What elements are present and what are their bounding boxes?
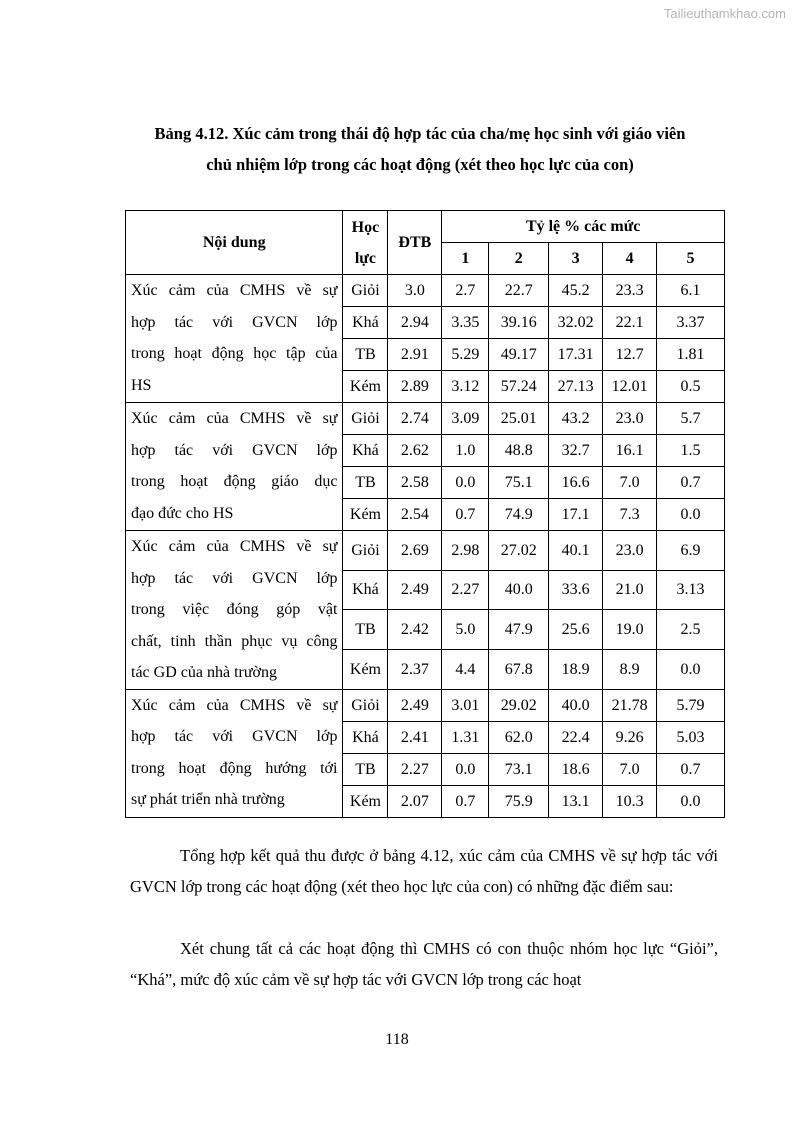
content-cell (126, 275, 343, 403)
hoc-luc-cell: TB (343, 753, 388, 785)
level-cell: 13.1 (549, 785, 603, 817)
level-cell: 10.3 (603, 785, 657, 817)
content-line: hợp tác với GVCN lớp (131, 728, 338, 745)
level-cell: 0.0 (442, 753, 489, 785)
hoc-luc-cell: TB (343, 339, 388, 371)
level-cell: 1.81 (657, 339, 725, 371)
level-cell: 32.7 (549, 435, 603, 467)
level-cell: 0.7 (657, 753, 725, 785)
page-number: 118 (385, 1031, 409, 1048)
content-line: hợp tác với GVCN lớp (131, 441, 338, 459)
hoc-luc-cell: TB (343, 467, 388, 499)
dtb-cell: 2.89 (388, 371, 442, 403)
level-cell: 73.1 (489, 753, 549, 785)
dtb-cell: 3.0 (388, 275, 442, 307)
dtb-cell: 2.54 (388, 499, 442, 531)
header-content: Nội dung (126, 211, 343, 275)
level-cell: 39.16 (489, 307, 549, 339)
level-cell: 62.0 (489, 721, 549, 753)
content-line: trong hoạt động học tập của (131, 345, 338, 362)
content-line: Xúc cảm của CMHS về sự (131, 282, 338, 299)
header-level-5: 5 (657, 243, 725, 275)
dtb-cell: 2.42 (388, 610, 442, 650)
level-cell: 1.31 (442, 721, 489, 753)
level-cell: 0.0 (442, 467, 489, 499)
content-line: HS (131, 376, 152, 394)
level-cell: 47.9 (489, 610, 549, 650)
level-cell: 74.9 (489, 499, 549, 531)
level-cell: 25.01 (489, 403, 549, 435)
level-cell: 2.27 (442, 570, 489, 610)
level-cell: 45.2 (549, 275, 603, 307)
level-cell: 16.1 (603, 435, 657, 467)
level-cell: 5.29 (442, 339, 489, 371)
hoc-luc-cell: Giỏi (343, 531, 388, 571)
level-cell: 3.37 (657, 307, 725, 339)
header-hoc-luc (343, 211, 388, 275)
level-cell: 17.1 (549, 499, 603, 531)
level-cell: 18.6 (549, 753, 603, 785)
level-cell: 40.0 (489, 570, 549, 610)
level-cell: 5.7 (657, 403, 725, 435)
level-cell: 2.7 (442, 275, 489, 307)
level-cell: 3.13 (657, 570, 725, 610)
content-line: tác GD của nhà trường (131, 664, 277, 681)
level-cell: 3.12 (442, 371, 489, 403)
level-cell: 29.02 (489, 689, 549, 721)
level-cell: 22.1 (603, 307, 657, 339)
level-cell: 12.01 (603, 371, 657, 403)
level-cell: 0.0 (657, 499, 725, 531)
level-cell: 7.3 (603, 499, 657, 531)
level-cell: 16.6 (549, 467, 603, 499)
content-line: trong việc đóng góp vật (131, 601, 338, 618)
level-cell: 33.6 (549, 570, 603, 610)
content-line: trong hoạt động hướng tới (131, 759, 338, 777)
level-cell: 27.02 (489, 531, 549, 571)
level-cell: 25.6 (549, 610, 603, 650)
level-cell: 67.8 (489, 649, 549, 689)
level-cell: 5.79 (657, 689, 725, 721)
level-cell: 3.35 (442, 307, 489, 339)
table-row (126, 531, 725, 571)
level-cell: 0.0 (657, 649, 725, 689)
table-caption (100, 118, 740, 180)
header-level-3: 3 (549, 243, 603, 275)
dtb-cell: 2.27 (388, 753, 442, 785)
level-cell: 5.03 (657, 721, 725, 753)
dtb-cell: 2.49 (388, 570, 442, 610)
dtb-cell: 2.37 (388, 649, 442, 689)
level-cell: 5.0 (442, 610, 489, 650)
hoc-luc-cell: Khá (343, 721, 388, 753)
content-line: hợp tác với GVCN lớp (131, 569, 338, 587)
content-line: Xúc cảm của CMHS về sự (131, 696, 338, 714)
header-row-1 (126, 211, 725, 243)
content-line: đạo đức cho HS (131, 504, 234, 522)
level-cell: 22.4 (549, 721, 603, 753)
level-cell: 0.7 (442, 499, 489, 531)
level-cell: 7.0 (603, 753, 657, 785)
level-cell: 6.9 (657, 531, 725, 571)
level-cell: 1.0 (442, 435, 489, 467)
level-cell: 21.78 (603, 689, 657, 721)
dtb-cell: 2.94 (388, 307, 442, 339)
dtb-cell: 2.91 (388, 339, 442, 371)
level-cell: 8.9 (603, 649, 657, 689)
level-cell: 22.7 (489, 275, 549, 307)
level-cell: 49.17 (489, 339, 549, 371)
level-cell: 9.26 (603, 721, 657, 753)
header-level-2: 2 (489, 243, 549, 275)
level-cell: 0.7 (442, 785, 489, 817)
level-cell: 40.1 (549, 531, 603, 571)
content-cell (126, 689, 343, 817)
hoc-luc-cell: TB (343, 610, 388, 650)
dtb-cell: 2.58 (388, 467, 442, 499)
caption-line-2: chủ nhiệm lớp trong các hoạt động (xét theo học lực của con) (206, 155, 634, 174)
content-line: Xúc cảm của CMHS về sự (131, 538, 338, 555)
level-cell: 0.0 (657, 785, 725, 817)
level-cell: 21.0 (603, 570, 657, 610)
level-cell: 27.13 (549, 371, 603, 403)
level-cell: 12.7 (603, 339, 657, 371)
level-cell: 2.98 (442, 531, 489, 571)
level-cell: 23.3 (603, 275, 657, 307)
hoc-luc-cell: Khá (343, 307, 388, 339)
content-line: chất, tinh thần phục vụ công (131, 632, 338, 650)
table-row (126, 689, 725, 721)
dtb-cell: 2.62 (388, 435, 442, 467)
content-line: trong hoạt động giáo dục (131, 473, 338, 490)
watermark: Tailieuthamkhao.com (663, 6, 786, 21)
hoc-luc-cell: Kém (343, 785, 388, 817)
content-line: hợp tác với GVCN lớp (131, 313, 338, 331)
level-cell: 18.9 (549, 649, 603, 689)
level-cell: 75.9 (489, 785, 549, 817)
header-rate: Tỷ lệ % các mức (442, 211, 725, 243)
hoc-luc-cell: Giỏi (343, 275, 388, 307)
hoc-luc-cell: Kém (343, 371, 388, 403)
level-cell: 4.4 (442, 649, 489, 689)
header-dtb: ĐTB (388, 211, 442, 275)
content-line: sự phát triển nhà trường (131, 791, 285, 808)
level-cell: 17.31 (549, 339, 603, 371)
level-cell: 43.2 (549, 403, 603, 435)
caption-line-1: Bảng 4.12. Xúc cảm trong thái độ hợp tác của cha/mẹ học sinh với giáo viên (154, 124, 686, 143)
level-cell: 23.0 (603, 531, 657, 571)
content-cell (126, 403, 343, 531)
hoc-luc-cell: Kém (343, 649, 388, 689)
level-cell: 19.0 (603, 610, 657, 650)
header-hoc: Học (351, 218, 380, 236)
paragraph-2: Xét chung tất cả các hoạt động thì CMHS có con thuộc nhóm học lực “Giỏi”, “Khá”, mức độ xúc cảm về sự hợp tác với GVCN lớp trong các hoạt (130, 939, 718, 989)
level-cell: 75.1 (489, 467, 549, 499)
header-level-4: 4 (603, 243, 657, 275)
level-cell: 1.5 (657, 435, 725, 467)
dtb-cell: 2.49 (388, 689, 442, 721)
dtb-cell: 2.74 (388, 403, 442, 435)
level-cell: 40.0 (549, 689, 603, 721)
table-row (126, 403, 725, 435)
content-cell (126, 531, 343, 690)
hoc-luc-cell: Giỏi (343, 403, 388, 435)
hoc-luc-cell: Khá (343, 570, 388, 610)
level-cell: 57.24 (489, 371, 549, 403)
level-cell: 3.01 (442, 689, 489, 721)
hoc-luc-cell: Khá (343, 435, 388, 467)
header-level-1: 1 (442, 243, 489, 275)
content-line: Xúc cảm của CMHS về sự (131, 410, 338, 427)
level-cell: 0.5 (657, 371, 725, 403)
level-cell: 2.5 (657, 610, 725, 650)
header-luc: lực (354, 249, 377, 267)
dtb-cell: 2.07 (388, 785, 442, 817)
level-cell: 48.8 (489, 435, 549, 467)
dtb-cell: 2.41 (388, 721, 442, 753)
table-row (126, 275, 725, 307)
hoc-luc-cell: Giỏi (343, 689, 388, 721)
level-cell: 7.0 (603, 467, 657, 499)
hoc-luc-cell: Kém (343, 499, 388, 531)
results-table (125, 210, 725, 818)
level-cell: 32.02 (549, 307, 603, 339)
level-cell: 0.7 (657, 467, 725, 499)
level-cell: 3.09 (442, 403, 489, 435)
level-cell: 6.1 (657, 275, 725, 307)
level-cell: 23.0 (603, 403, 657, 435)
dtb-cell: 2.69 (388, 531, 442, 571)
paragraph-1: Tổng hợp kết quả thu được ở bảng 4.12, xúc cảm của CMHS về sự hợp tác với GVCN lớp trong các hoạt động (xét theo học lực của con) có những đặc điểm sau: (130, 846, 718, 896)
